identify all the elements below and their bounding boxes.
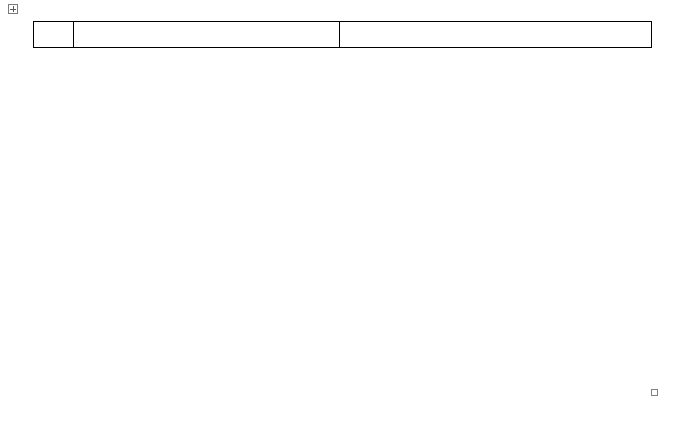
technical-terms-table	[33, 21, 652, 48]
header-value	[340, 22, 652, 48]
header-technical-terms	[74, 22, 340, 48]
table-resize-handle-icon[interactable]	[651, 389, 658, 396]
table-header-row	[34, 22, 652, 48]
table-move-handle-icon[interactable]	[8, 4, 18, 14]
note-test-basic-state	[38, 412, 39, 429]
header-no	[34, 22, 74, 48]
